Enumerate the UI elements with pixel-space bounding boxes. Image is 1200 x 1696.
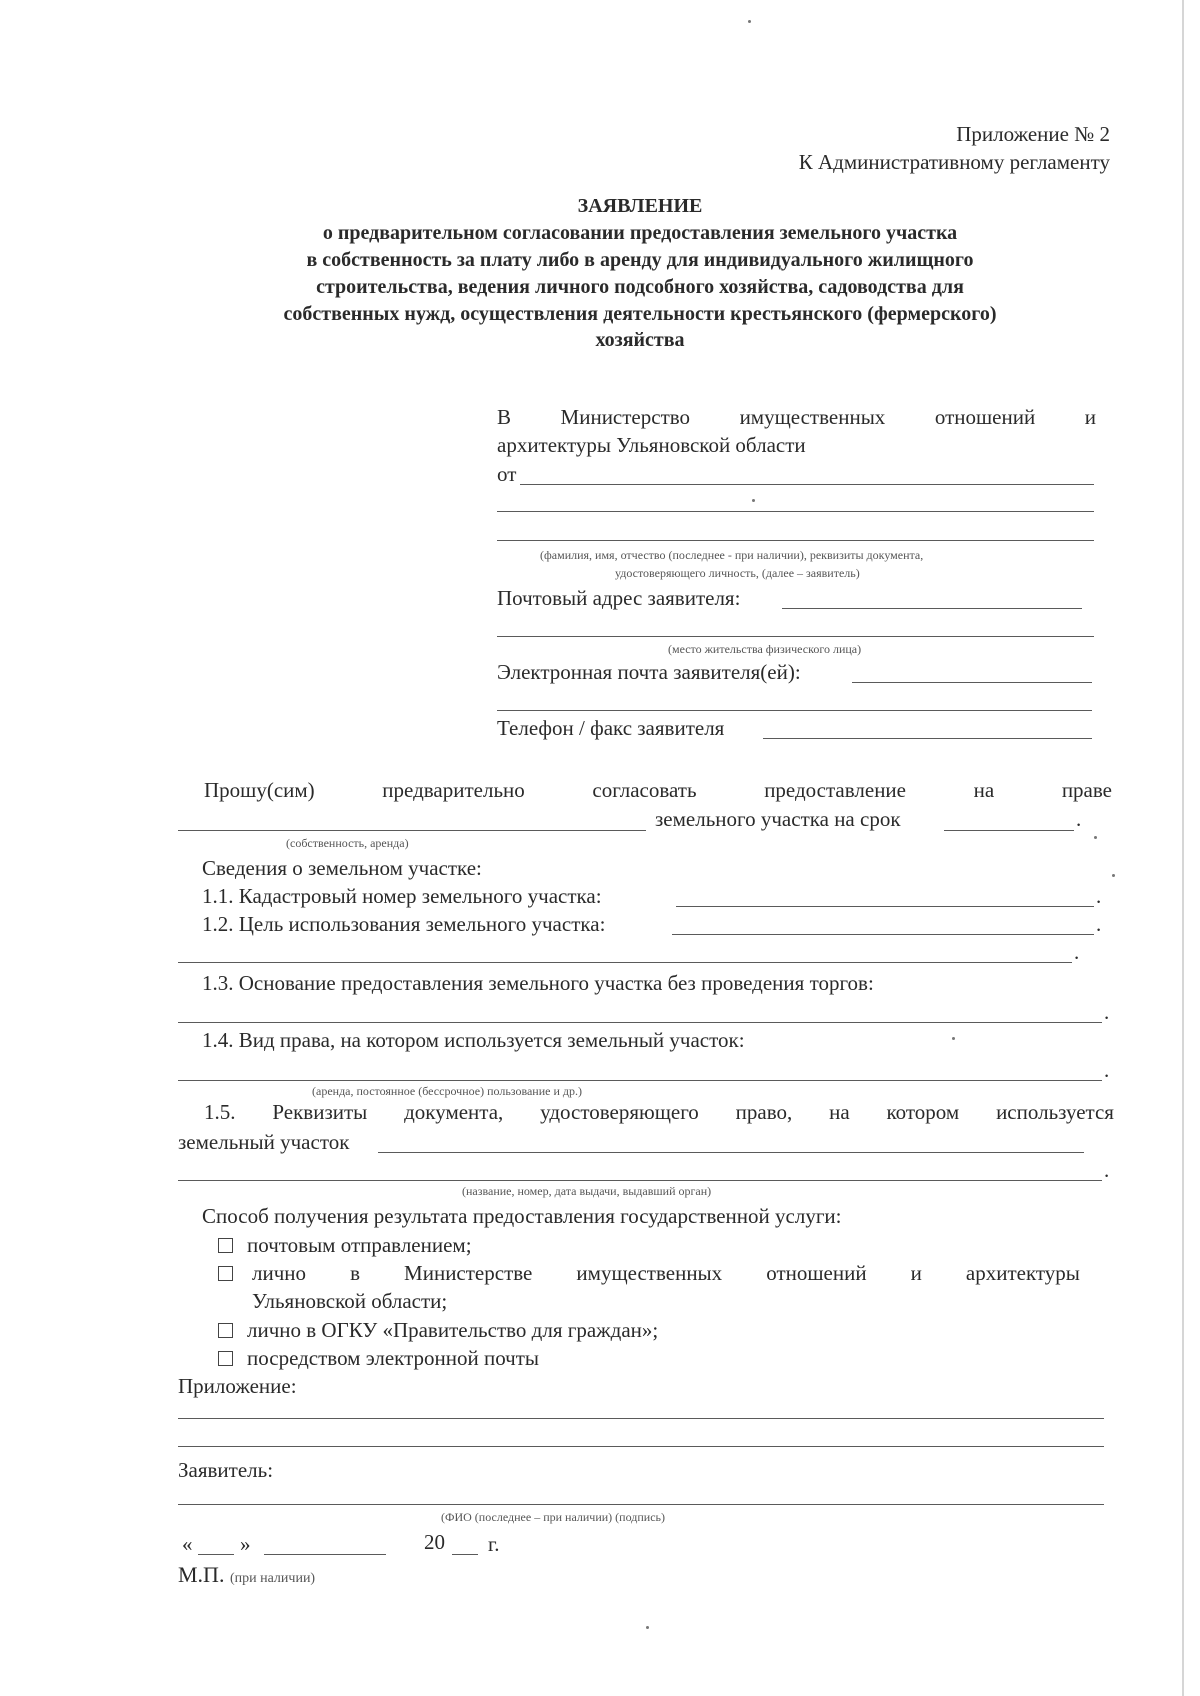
option-ministry-line-1: лично в Министерстве имущественных отношений и архитектуры bbox=[252, 1261, 1080, 1285]
cadastral-number-field[interactable] bbox=[676, 906, 1094, 907]
addressee-line-2: архитектуры Ульяновской области bbox=[497, 433, 806, 457]
appendix-number: Приложение № 2 bbox=[956, 122, 1110, 146]
postal-address-hint: (место жительства физического лица) bbox=[668, 642, 862, 656]
document-details-line-2: земельный участок bbox=[178, 1130, 350, 1154]
right-kind-hint: (аренда, постоянное (бессрочное) пользование и др.) bbox=[312, 1084, 582, 1098]
email-field-1[interactable] bbox=[852, 682, 1092, 683]
right-type-hint: (собственность, аренда) bbox=[286, 836, 409, 850]
scan-speck bbox=[1094, 836, 1097, 839]
option-ogku[interactable]: лично в ОГКУ «Правительство для граждан»; bbox=[218, 1318, 658, 1343]
document-details-field-1[interactable] bbox=[378, 1152, 1084, 1153]
term-field[interactable] bbox=[944, 830, 1074, 831]
date-month-field[interactable] bbox=[264, 1554, 386, 1555]
applicant-name-field-3[interactable] bbox=[497, 540, 1094, 541]
fio-hint-line-1: (фамилия, имя, отчество (последнее - при наличии), реквизиты документа, bbox=[540, 548, 924, 562]
addressee-line-1: В Министерство имущественных отношений и bbox=[497, 405, 1096, 429]
phone-label: Телефон / факс заявителя bbox=[497, 716, 725, 740]
stamp-hint: (при наличии) bbox=[229, 1571, 316, 1586]
signature-hint: (ФИО (последнее – при наличии) (подпись) bbox=[441, 1510, 665, 1524]
applicant-name-field-2[interactable] bbox=[497, 511, 1094, 512]
provision-basis-label: 1.3. Основание предоставления земельного участка без проведения торгов: bbox=[202, 971, 874, 995]
document-details-line-1: 1.5. Реквизиты документа, удостоверяющего право, на котором используется bbox=[204, 1100, 1114, 1124]
year-suffix: г. bbox=[488, 1532, 500, 1556]
document-details-hint: (название, номер, дата выдачи, выдавший орган) bbox=[462, 1184, 712, 1198]
phone-field[interactable] bbox=[763, 738, 1092, 739]
title-line-1: о предварительном согласовании предоставления земельного участка bbox=[322, 222, 958, 244]
request-line-1: Прошу(сим) предварительно согласовать предоставление на праве bbox=[204, 778, 1112, 802]
receipt-method-heading: Способ получения результата предоставления государственной услуги: bbox=[202, 1204, 842, 1228]
stamp-label: М.П. (при наличии) bbox=[178, 1562, 316, 1587]
page-edge-shadow bbox=[1182, 0, 1184, 1696]
right-type-field[interactable] bbox=[178, 830, 646, 831]
reglament-reference: К Административному регламенту bbox=[798, 150, 1110, 174]
scan-speck bbox=[752, 499, 755, 502]
checkbox-email[interactable] bbox=[218, 1351, 233, 1366]
postal-address-field-2[interactable] bbox=[497, 636, 1094, 637]
scan-speck bbox=[646, 1626, 649, 1629]
scan-speck bbox=[748, 20, 751, 23]
option-ministry-checkbox[interactable] bbox=[218, 1261, 247, 1286]
email-field-2[interactable] bbox=[497, 710, 1092, 711]
document-details-field-2[interactable] bbox=[178, 1180, 1102, 1181]
applicant-name-field-1[interactable] bbox=[520, 484, 1094, 485]
document-heading: ЗАЯВЛЕНИЕ bbox=[577, 195, 703, 217]
title-line-4: собственных нужд, осуществления деятельности крестьянского (фермерского) bbox=[283, 303, 997, 325]
right-kind-label: 1.4. Вид права, на котором используется земельный участок: bbox=[202, 1028, 745, 1052]
land-info-heading: Сведения о земельном участке: bbox=[202, 856, 482, 880]
provision-basis-field[interactable] bbox=[178, 1022, 1102, 1023]
right-kind-field[interactable] bbox=[178, 1080, 1102, 1081]
land-purpose-field-2[interactable] bbox=[178, 962, 1072, 963]
postal-address-field-1[interactable] bbox=[782, 608, 1082, 609]
checkbox-post[interactable] bbox=[218, 1238, 233, 1253]
title-line-3: строительства, ведения личного подсобного хозяйства, садоводства для bbox=[316, 276, 964, 298]
application-form-page: Приложение № 2 К Административному регламенту ЗАЯВЛЕНИЕ о предварительном согласовании предоставления земельного участка в собственность за плату либо в аренду для индивидуального жилищного строительства, ведения личного подсобного хозяйства, садоводства для собственных нужд, осуществления деятельности крестьянского (фермерского) хозяйства В Министерство имущественных отношений и архитектуры Ульяновской области от (фамилия, имя, отчество (последнее - при наличии), реквизиты документа, удостоверяющего личность, (далее – заявитель) Почтовый адрес заявителя: (место жительства физического лица) Электронная почта заявителя(ей): Телефон / факс заявителя Прошу(сим) предварительно согласовать предоставление на праве земельного участка на срок . (собственность, аренда) Сведения о земельном участке: 1.1. Кадастровый номер земельного участка: . 1.2. Цель использования земельного участка: . . 1.3. Основание предоставления земельного участка без проведения торгов: . 1.4. Вид права, на котором используется земельный участок: . (аренда, постоянное (бессрочное) пользование и др.) 1.5. Реквизиты документа, удостоверяющего право, на котором используется земельный участок . (название, номер, дата выдачи, выдавший орган) Способ получения результата предоставления государственной услуги: почтовым отправлением; лично в Министерстве имущественных отношений и архитектуры Ульяновской области; лично в ОГКУ «Правительство для граждан»; посредством электронной почты Приложение: Заявитель: (ФИО (последнее – при наличии) (подпись) « » 20 г. М.П. (при наличии) bbox=[0, 0, 1200, 1696]
option-post[interactable]: почтовым отправлением; bbox=[218, 1233, 472, 1258]
attachment-field-2[interactable] bbox=[178, 1446, 1104, 1447]
scan-speck bbox=[1112, 874, 1115, 877]
year-prefix: 20 bbox=[424, 1530, 445, 1554]
date-open-quote: « bbox=[182, 1532, 193, 1556]
email-label: Электронная почта заявителя(ей): bbox=[497, 660, 801, 684]
title-line-5: хозяйства bbox=[595, 329, 685, 351]
checkbox-ministry[interactable] bbox=[218, 1266, 233, 1281]
title-line-2: в собственность за плату либо в аренду для индивидуального жилищного bbox=[306, 249, 974, 271]
option-ministry-line-2: Ульяновской области; bbox=[252, 1289, 448, 1313]
postal-address-label: Почтовый адрес заявителя: bbox=[497, 586, 741, 610]
attachment-label: Приложение: bbox=[178, 1374, 297, 1398]
cadastral-number-label: 1.1. Кадастровый номер земельного участка: bbox=[202, 884, 602, 908]
date-day-field[interactable] bbox=[198, 1554, 234, 1555]
applicant-signature-field[interactable] bbox=[178, 1504, 1104, 1505]
option-email[interactable]: посредством электронной почты bbox=[218, 1346, 539, 1371]
date-year-field[interactable] bbox=[452, 1554, 478, 1555]
from-label: от bbox=[497, 462, 517, 486]
scan-speck bbox=[952, 1037, 955, 1040]
checkbox-ogku[interactable] bbox=[218, 1323, 233, 1338]
request-line-2: земельного участка на срок bbox=[655, 807, 901, 831]
date-close-quote: » bbox=[240, 1532, 251, 1556]
attachment-field-1[interactable] bbox=[178, 1418, 1104, 1419]
fio-hint-line-2: удостоверяющего личность, (далее – заявитель) bbox=[615, 566, 860, 580]
land-purpose-label: 1.2. Цель использования земельного участка: bbox=[202, 912, 606, 936]
land-purpose-field-1[interactable] bbox=[672, 934, 1094, 935]
applicant-label: Заявитель: bbox=[178, 1458, 274, 1482]
